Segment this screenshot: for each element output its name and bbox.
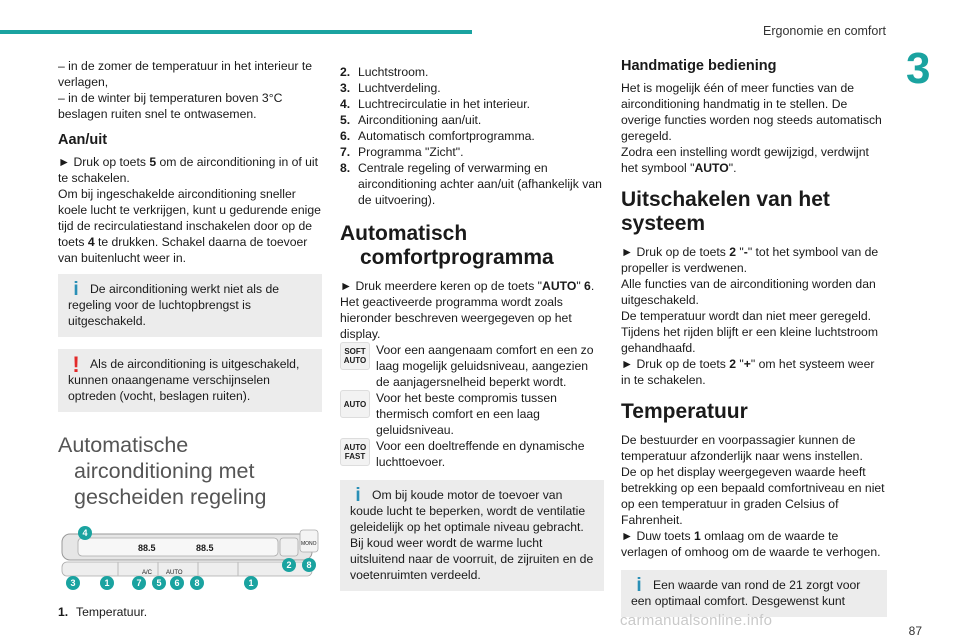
auto-program-paragraph: ► Druk meerdere keren op de toets "AUTO" 6. Het geactiveerde programma wordt zoals hieronder beschreven weergegeven op het display. <box>340 279 595 341</box>
intro-line-2: – in de winter bij temperaturen boven 3°C beslagen ruiten snel te ontwasemen. <box>58 91 283 121</box>
list-item: 1. Temperatuur. <box>58 605 148 619</box>
column-2 <box>340 64 604 599</box>
info-icon: i <box>73 279 79 300</box>
column-1 <box>58 58 322 620</box>
info-icon: i <box>355 485 361 506</box>
list-item: 2. Luchtstroom. <box>340 65 429 79</box>
header-accent-bar <box>0 30 472 34</box>
intro-line-1: – in de zomer de temperatuur in het interieur te verlagen, <box>58 59 313 89</box>
panel-mono-label: MONO <box>301 541 317 547</box>
callout-badge-8-right: 8 <box>302 558 316 572</box>
callout-badge-8: 8 <box>190 576 204 590</box>
list-item: 4. Luchtrecirculatie in het interieur. <box>340 97 531 111</box>
callout-badge-1-left: 1 <box>100 576 114 590</box>
chapter-number: 3 <box>906 44 931 93</box>
manual-paragraph-2: Zodra een instelling wordt gewijzigd, verdwijnt het symbool "AUTO". <box>621 145 869 175</box>
climate-control-panel-diagram <box>58 524 322 596</box>
system-off-paragraph-3: De temperatuur wordt dan niet meer geregeld. Tijdens het rijden blijft er een kleine luchtstroom gehandhaafd. <box>621 309 878 355</box>
panel-auto-label: AUTO <box>166 570 183 576</box>
info-box-cold-engine <box>340 480 604 591</box>
callout-badge-2: 2 <box>282 558 296 572</box>
warning-box-text: Als de airconditioning is uitgeschakeld, kunnen onaangename verschijnselen optreden (vocht, beslagen ruiten). <box>68 357 300 403</box>
warning-box-ac-off <box>58 349 322 412</box>
list-item: 5. Airconditioning aan/uit. <box>340 113 482 127</box>
manual-paragraph-1: Het is mogelijk één of meer functies van de airconditioning handmatig in te stellen. De overige functies worden nog steeds automatisch geregeld. <box>621 81 882 143</box>
info-box-text-2: Bij koud weer wordt de warme lucht uitsluitend naar de voorruit, de zijruiten en de voetenruimten verdeeld. <box>350 536 594 582</box>
list-item: 3. Luchtverdeling. <box>340 81 441 95</box>
mode-auto-text: Voor het beste compromis tussen thermisch comfort en een laag geluidsniveau. <box>376 391 557 437</box>
section-title-temperature: Temperatuur <box>621 400 748 423</box>
column-3 <box>621 58 887 625</box>
callout-badge-4: 4 <box>78 526 92 540</box>
info-box-temperature <box>621 570 887 617</box>
soft-auto-mode-icon: SOFT AUTO <box>340 342 370 370</box>
list-item: 7. Programma "Zicht". <box>340 145 464 159</box>
section-title-auto-ac: Automatische airconditioning met gescheiden regeling <box>58 433 267 509</box>
callout-badge-6: 6 <box>170 576 184 590</box>
callout-badge-5: 5 <box>152 576 166 590</box>
info-box-text: Een waarde van rond de 21 zorgt voor een optimaal comfort. Desgewenst kunt <box>631 578 861 608</box>
page-number: 87 <box>908 624 922 638</box>
callout-badge-1-right: 1 <box>244 576 258 590</box>
info-box-text: De airconditioning werkt niet als de regeling voor de luchtopbrengst is uitgeschakeld. <box>68 282 280 328</box>
manual-heading: Handmatige bediening <box>621 58 777 74</box>
system-off-paragraph-2: Alle functies van de airconditioning worden dan uitgeschakeld. <box>621 277 876 307</box>
header-title: Ergonomie en comfort <box>763 24 886 38</box>
info-box-airflow <box>58 274 322 337</box>
callout-badge-7: 7 <box>132 576 146 590</box>
section-title-comfort-program: Automatisch comfortprogramma <box>340 222 554 269</box>
mode-soft-text: Voor een aangenaam comfort en een zo laag mogelijk geluidsniveau, aangezien de aanjagersnelheid beperkt wordt. <box>376 343 594 389</box>
info-icon: i <box>636 575 642 596</box>
list-item: 6. Automatisch comfortprogramma. <box>340 129 535 143</box>
temperature-paragraph-1: De bestuurder en voorpassagier kunnen de temperatuur afzonderlijk naar wens instellen. <box>621 433 863 463</box>
aanuit-heading: Aan/uit <box>58 132 108 148</box>
temperature-paragraph-3: ► Duw toets 1 omlaag om de waarde te verlagen of omhoog om de waarde te verhogen. <box>621 529 881 559</box>
temperature-paragraph-2: De op het display weergegeven waarde heeft betrekking op een bepaald comfortniveau en niet op een temperatuur in graden Celsius of Fahrenheit. <box>621 465 885 527</box>
system-off-paragraph-1: ► Druk op de toets 2 "-" tot het symbool van de propeller is verdwenen. <box>621 245 879 275</box>
panel-ac-label: A/C <box>142 570 153 576</box>
aanuit-paragraph-1: ► Druk op toets 5 om de airconditioning in of uit te schakelen. <box>58 155 319 185</box>
system-off-paragraph-4: ► Druk op de toets 2 "+" om het systeem weer in te schakelen. <box>621 357 875 387</box>
panel-temp-right: 88.5 <box>196 543 214 553</box>
auto-mode-icon: AUTO <box>340 390 370 418</box>
warning-icon: ! <box>72 352 80 377</box>
panel-temp-left: 88.5 <box>138 543 156 553</box>
section-title-system-off: Uitschakelen van het systeem <box>621 188 830 235</box>
mode-fast-row <box>340 438 604 470</box>
aanuit-paragraph-2: Om bij ingeschakelde airconditioning sneller koele lucht te verkrijgen, kunt u gedurende enige tijd de recirculatiestand inschakelen door op de toets 4 te drukken. Schakel daarna de toevoer van buitenlucht weer in. <box>58 187 321 265</box>
mode-soft-row <box>340 342 604 390</box>
callout-badge-3: 3 <box>66 576 80 590</box>
auto-fast-mode-icon: AUTO FAST <box>340 438 370 466</box>
info-box-text: Om bij koude motor de toevoer van koude lucht te beperken, wordt de ventilatie geleidelijk op het optimale niveau gebracht. <box>350 488 586 534</box>
watermark: carmanualsonline.info <box>620 612 773 629</box>
list-item: 8. Centrale regeling of verwarming en airconditioning achter aan/uit (afhankelijk van de uitvoering). <box>340 161 602 207</box>
mode-fast-text: Voor een doeltreffende en dynamische luchttoevoer. <box>376 439 585 469</box>
mode-auto-row <box>340 390 604 438</box>
